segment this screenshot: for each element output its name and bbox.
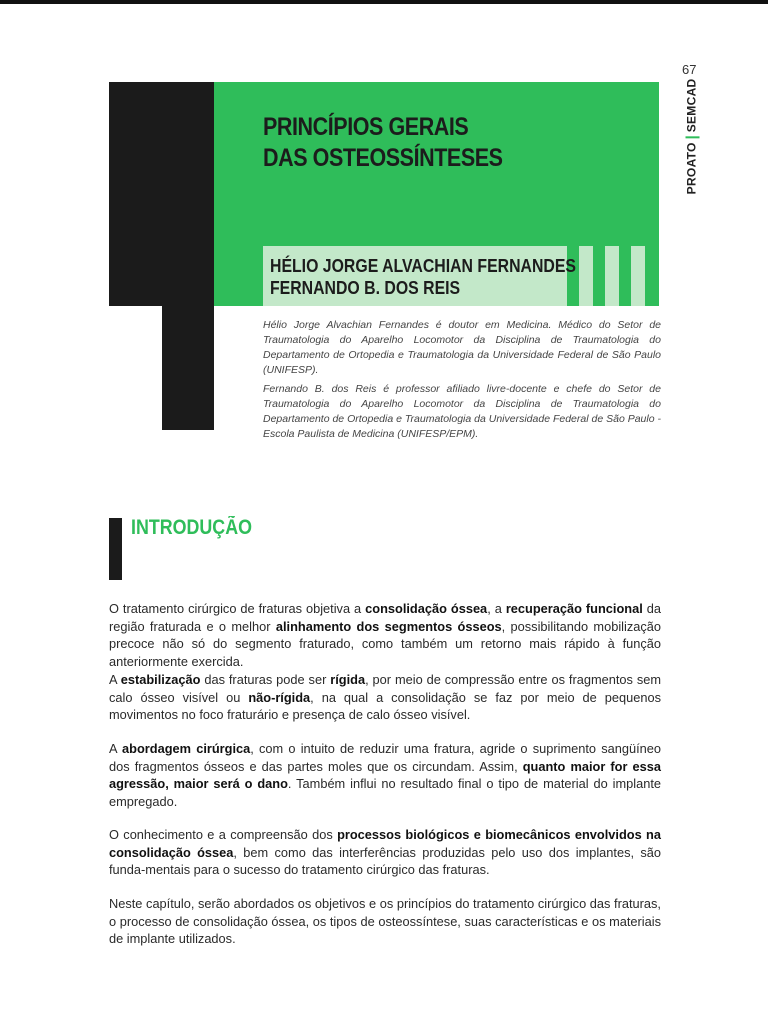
chapter-title — [263, 112, 573, 174]
decorative-stripe — [605, 246, 619, 306]
side-label-separator — [685, 136, 699, 138]
author-name-1: HÉLIO JORGE ALVACHIAN FERNANDES — [270, 256, 576, 276]
decorative-stripe — [579, 246, 593, 306]
paragraph-3: A abordagem cirúrgica, com o intuito de reduzir uma fratura, agride o suprimento sangüíneo dos fragmentos ósseos e das partes moles que os circundam. Assim, quanto maior for essa agressão, maior será o dano. Também influi no resultado final o tipo de material do implante empregado. — [109, 741, 661, 809]
decorative-black-block — [109, 82, 214, 306]
page-number: 67 — [682, 62, 697, 77]
author-bio-2: Fernando B. dos Reis é professor afiliado livre-docente e chefe do Setor de Traumatologia do Aparelho Locomotor da Disciplina de Traumatologia do Departamento de Ortopedia e Traumatologia da Universidade Federal de São Paulo - Escola Paulista de Medicina (UNIFESP/EPM). — [263, 383, 661, 440]
author-bio-1: Hélio Jorge Alvachian Fernandes é doutor em Medicina. Médico do Setor de Traumatologia do Aparelho Locomotor da Disciplina de Traumatologia do Departamento de Ortopedia e Traumatologia da Universidade Federal de São Paulo (UNIFESP). — [263, 319, 661, 376]
section-heading: INTRODUÇÃO — [131, 516, 252, 539]
top-border — [0, 0, 768, 4]
side-label-semcad: SEMCAD — [684, 78, 699, 132]
paragraph-5: Neste capítulo, serão abordados os objetivos e os princípios do tratamento cirúrgico das fraturas, o processo de consolidação óssea, os tipos de osteossíntese, suas características e os materiais de implante utilizados. — [109, 896, 661, 946]
author-names — [270, 255, 576, 299]
paragraph-4: O conhecimento e a compreensão dos processos biológicos e biomecânicos envolvidos na consolidação óssea, bem como das interferências produzidas pelo uso dos implantes, são funda-mentais para o sucesso do tratamento cirúrgico das fraturas. — [109, 827, 661, 877]
decorative-stripe — [631, 246, 645, 306]
chapter-title-line-1: PRINCÍPIOS GERAIS — [263, 113, 469, 141]
decorative-black-bar — [162, 306, 214, 430]
side-label-proato: PROATO — [684, 141, 699, 194]
author-name-2: FERNANDO B. DOS REIS — [270, 278, 461, 298]
side-running-header — [680, 80, 704, 192]
paragraph-1: O tratamento cirúrgico de fraturas objetiva a consolidação óssea, a recuperação funcional da região fraturada e o melhor alinhamento dos segmentos ósseos, possibilitando mobilização precoce não só do segmento fraturado, como também um retorno mais rápido à função anteriormente exercida. — [109, 601, 662, 669]
paragraph-2: A estabilização das fraturas pode ser rígida, por meio de compressão entre os fragmentos sem calo ósseo visível ou não-rígida, na qual a consolidação se faz por meio de pequenos movimentos no foco fraturário e presença de calo ósseo visível. — [109, 672, 661, 722]
chapter-title-line-2: DAS OSTEOSSÍNTESES — [263, 144, 503, 172]
section-marker-bar — [109, 518, 122, 580]
